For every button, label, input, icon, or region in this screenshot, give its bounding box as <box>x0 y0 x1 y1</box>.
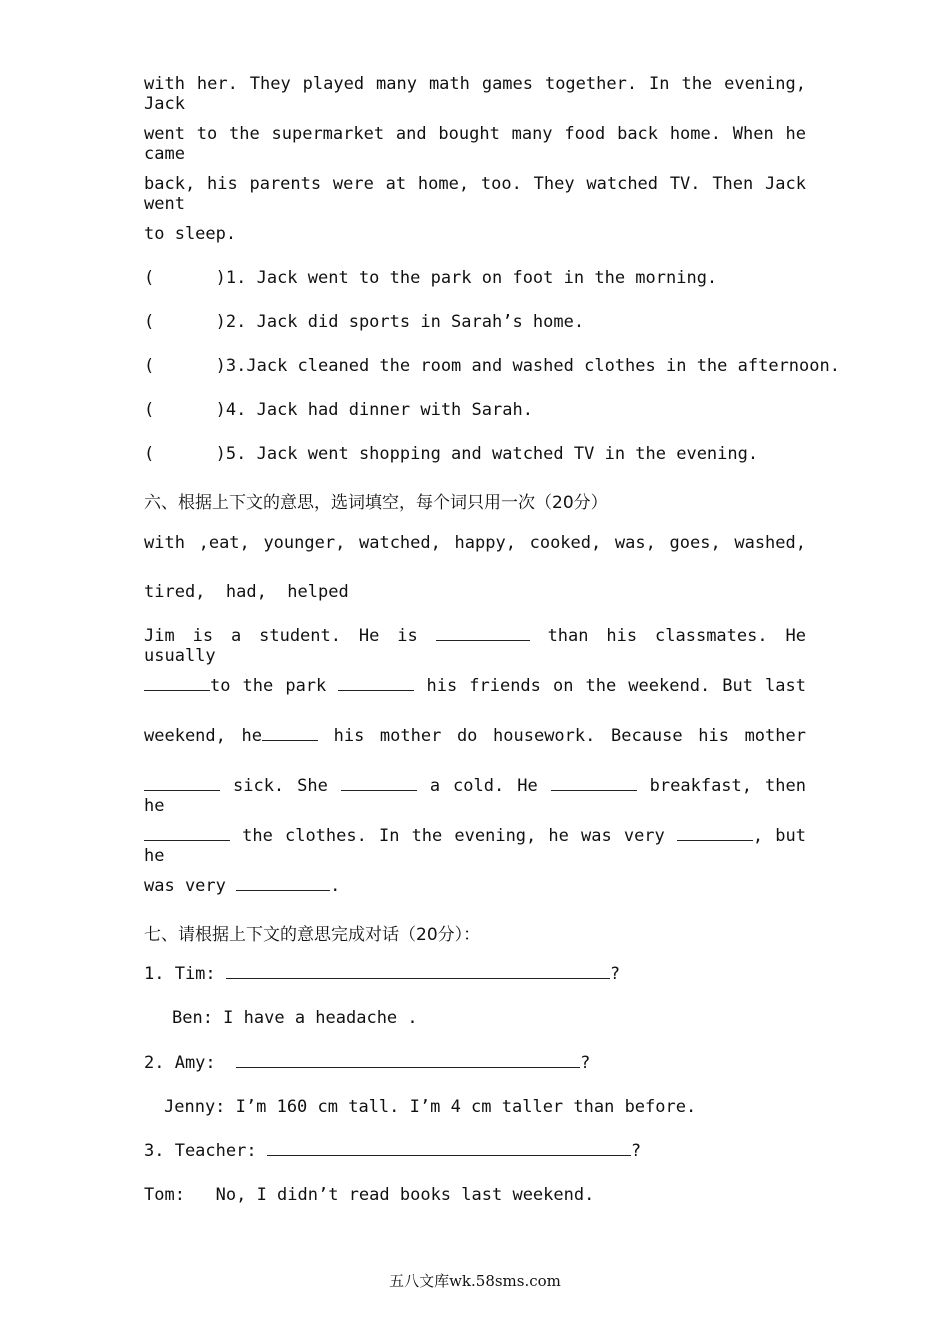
dialogue-blank[interactable] <box>226 964 610 979</box>
cloze-blank[interactable] <box>236 876 330 891</box>
section-7-heading: 七、请根据上下文的意思完成对话（20分）： <box>144 925 481 945</box>
answer-paren[interactable]: ( ) <box>144 312 226 332</box>
cloze-line-1: Jim is a student. He is than his classmates. He usually <box>144 626 806 666</box>
answer-paren[interactable]: ( ) <box>144 400 226 420</box>
tf-question-2: ( )2. Jack did sports in Sarah’s home. <box>144 312 585 332</box>
dialogue-answer-1: Ben: I have a headache . <box>172 1008 418 1028</box>
cloze-blank[interactable] <box>144 776 220 791</box>
tf-question-3: ( )3.Jack cleaned the room and washed clothes in the afternoon. <box>144 356 840 376</box>
cloze-blank[interactable] <box>551 776 637 791</box>
answer-paren[interactable]: ( ) <box>144 268 226 288</box>
answer-paren[interactable]: ( ) <box>144 444 226 464</box>
passage-line-1: with her. They played many math games together. In the evening, Jack <box>144 74 806 114</box>
answer-paren[interactable]: ( ) <box>144 356 226 376</box>
cloze-line-6: was very . <box>144 876 341 896</box>
cloze-line-3: weekend, he his mother do housework. Because his mother <box>144 726 806 746</box>
cloze-blank[interactable] <box>144 676 210 691</box>
dialogue-question-1: 1. Tim: ? <box>144 964 621 984</box>
cloze-line-4: sick. She a cold. He breakfast, then he <box>144 776 806 816</box>
dialogue-question-2: 2. Amy: ? <box>144 1053 591 1073</box>
page-footer: 五八文库wk.58sms.com <box>389 1272 561 1290</box>
passage-line-3: back, his parents were at home, too. They watched TV. Then Jack went <box>144 174 806 214</box>
cloze-blank[interactable] <box>338 676 414 691</box>
cloze-blank[interactable] <box>144 826 230 841</box>
cloze-line-2: to the park his friends on the weekend. But last <box>144 676 806 696</box>
cloze-line-5: the clothes. In the evening, he was very , but he <box>144 826 806 866</box>
word-bank-line-2: tired, had, helped <box>144 582 349 602</box>
dialogue-blank[interactable] <box>236 1053 580 1068</box>
cloze-blank[interactable] <box>436 626 530 641</box>
dialogue-answer-2: Jenny: I’m 160 cm tall. I’m 4 cm taller than before. <box>164 1097 697 1117</box>
cloze-blank[interactable] <box>677 826 753 841</box>
dialogue-answer-3: Tom: No, I didn’t read books last weekend. <box>144 1185 595 1205</box>
cloze-blank[interactable] <box>341 776 417 791</box>
dialogue-blank[interactable] <box>267 1141 631 1156</box>
section-6-heading: 六、根据上下文的意思，选词填空，每个词只用一次（20分） <box>144 493 608 513</box>
tf-question-1: ( )1. Jack went to the park on foot in the morning. <box>144 268 718 288</box>
passage-line-4: to sleep. <box>144 224 237 244</box>
cloze-blank[interactable] <box>262 726 318 741</box>
dialogue-question-3: 3. Teacher: ? <box>144 1141 642 1161</box>
word-bank-line-1: with ,eat, younger, watched, happy, cooked, was, goes, washed, <box>144 533 806 553</box>
tf-question-5: ( )5. Jack went shopping and watched TV in the evening. <box>144 444 759 464</box>
tf-question-4: ( )4. Jack had dinner with Sarah. <box>144 400 533 420</box>
passage-line-2: went to the supermarket and bought many food back home. When he came <box>144 124 806 164</box>
